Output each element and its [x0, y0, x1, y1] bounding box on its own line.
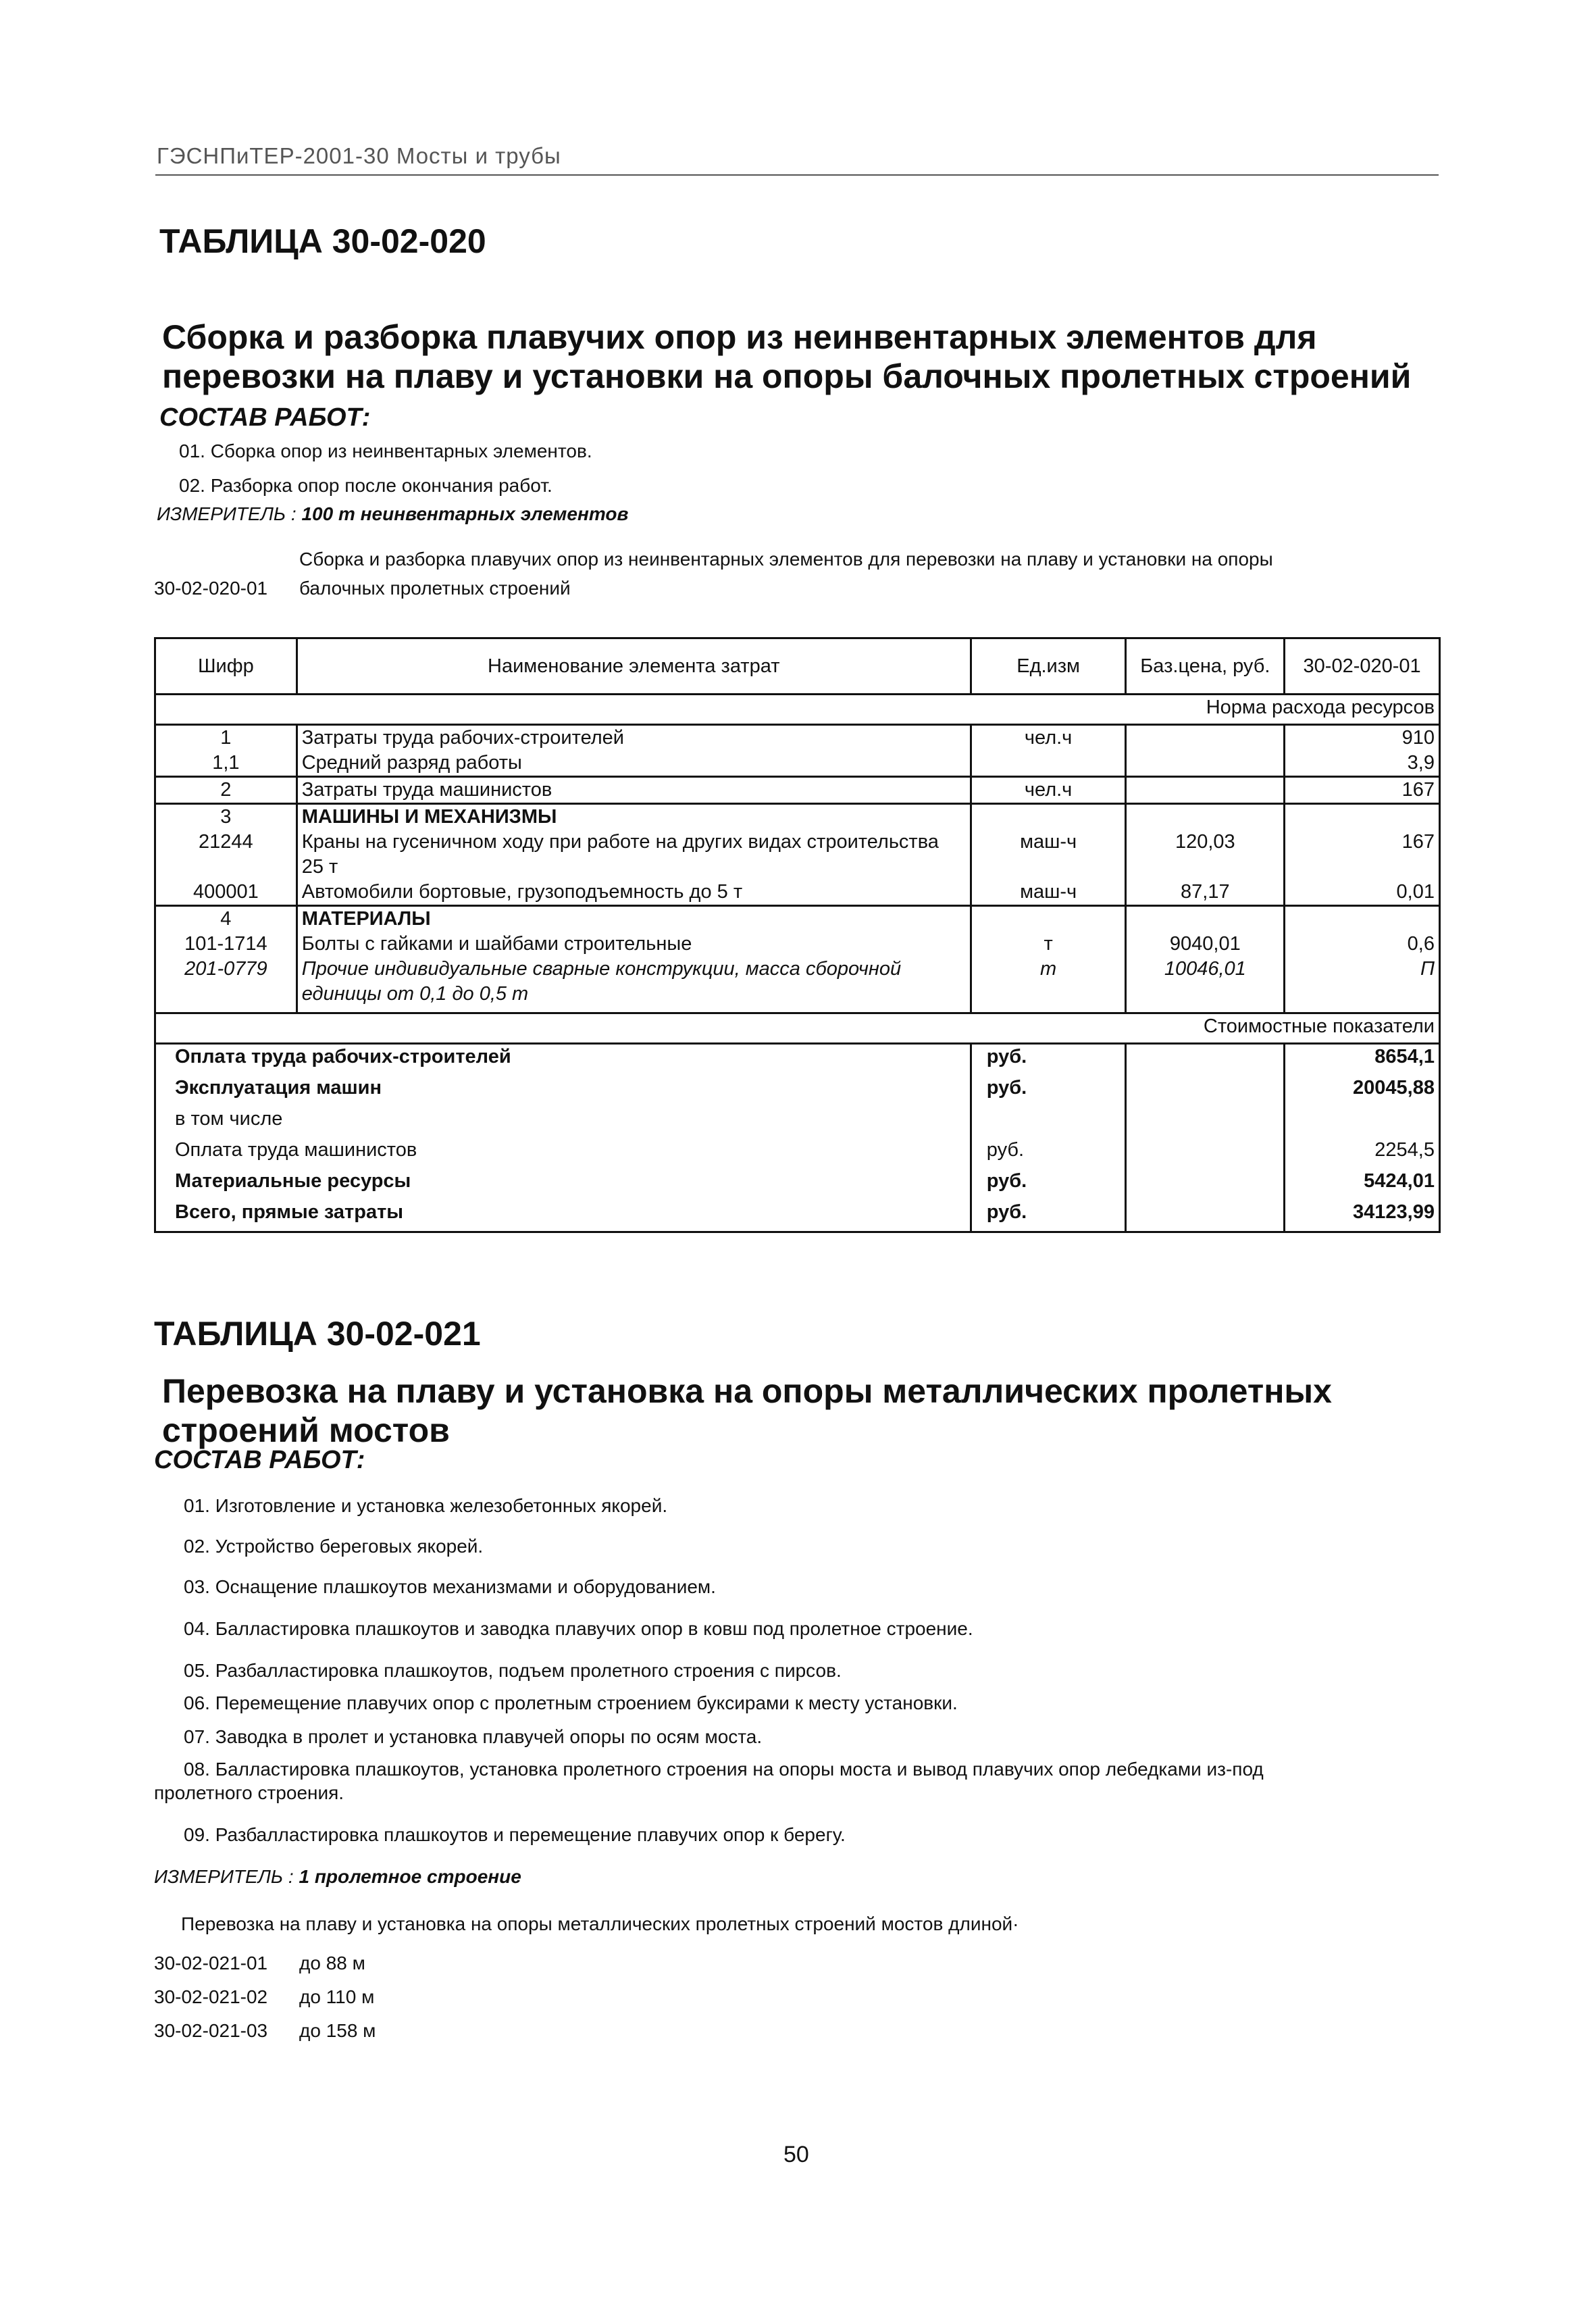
cell-unit: [971, 804, 1126, 830]
cost-name: в том числе: [155, 1107, 971, 1138]
cost-unit: руб.: [971, 1076, 1126, 1107]
table-row: [155, 906, 1440, 932]
cell-value: 167: [1285, 777, 1440, 804]
sostav-label: СОСТАВ РАБОТ:: [159, 403, 371, 432]
cost-unit: руб.: [971, 1138, 1126, 1169]
cell-price: [1126, 751, 1285, 777]
cost-unit: руб.: [971, 1169, 1126, 1200]
work-item: 06. Перемещение плавучих опор с пролетным строением буксирами к месту установки.: [184, 1692, 958, 1713]
meter-label: ИЗМЕРИТЕЛЬ :: [154, 1866, 294, 1887]
cell-value: [1285, 906, 1440, 932]
meter-line: [157, 503, 628, 525]
cell-price: 10046,01: [1126, 957, 1285, 1013]
cell-value: 910: [1285, 725, 1440, 751]
cell-code: 2: [155, 777, 297, 804]
cost-price-empty: [1126, 1044, 1285, 1076]
cell-name: Средний разряд работы: [297, 751, 971, 777]
table-row: [155, 830, 1440, 880]
cell-value: 0,6: [1285, 932, 1440, 957]
table-header-row: [155, 638, 1440, 695]
page-number: 50: [783, 2142, 809, 2167]
cell-name: Автомобили бортовые, грузоподъемность до 5 т: [297, 880, 971, 906]
meter-value: 100 т неинвентарных элементов: [301, 503, 629, 524]
cell-code: 3: [155, 804, 297, 830]
cell-price: [1126, 804, 1285, 830]
intro-line: Перевозка на плаву и установка на опоры металлических пролетных строений мостов длиной·: [181, 1913, 1019, 1934]
column-header: Баз.цена, руб.: [1126, 638, 1285, 695]
cost-label: Стоимостные показатели: [155, 1013, 1440, 1044]
cell-value: [1285, 804, 1440, 830]
cell-name: Затраты труда рабочих-строителей: [297, 725, 971, 751]
cell-unit: т: [971, 932, 1126, 957]
cell-code: 21244: [155, 830, 297, 880]
running-header: ГЭСНПиТЕР-2001-30 Мосты и трубы: [157, 143, 561, 168]
cell-price: [1126, 725, 1285, 751]
work-item: 09. Разбалластировка плашкоутов и перемещение плавучих опор к берегу.: [184, 1824, 846, 1845]
norm-label: Норма расхода ресурсов: [155, 695, 1440, 725]
cost-value: 8654,1: [1285, 1044, 1440, 1076]
list-item: [154, 2020, 376, 2042]
cost-row: [155, 1138, 1440, 1169]
cell-code: 400001: [155, 880, 297, 906]
cell-value: 3,9: [1285, 751, 1440, 777]
cell-value: П: [1285, 957, 1440, 1013]
item-code: 30-02-021-02: [154, 1986, 268, 2007]
table-title: ТАБЛИЦА 30-02-020: [159, 222, 486, 260]
cell-price: 87,17: [1126, 880, 1285, 906]
cell-price: [1126, 777, 1285, 804]
column-header: Шифр: [155, 638, 297, 695]
item-code: 30-02-021-03: [154, 2020, 268, 2041]
cell-name: МАТЕРИАЛЫ: [297, 906, 971, 932]
item-desc: до 88 м: [299, 1953, 365, 1973]
table-row: [155, 751, 1440, 777]
cell-code: 4: [155, 906, 297, 932]
cell-value: 0,01: [1285, 880, 1440, 906]
work-item: 03. Оснащение плашкоутов механизмами и оборудованием.: [184, 1576, 716, 1597]
work-item-cont: пролетного строения.: [154, 1782, 344, 1803]
cell-code: 201-0779: [155, 957, 297, 1013]
cost-price-empty: [1126, 1107, 1285, 1138]
cost-name: Материальные ресурсы: [155, 1169, 971, 1200]
work-item: 01. Сборка опор из неинвентарных элементов.: [179, 441, 592, 461]
item-desc-line1: Сборка и разборка плавучих опор из неинвентарных элементов для перевозки на плаву и установки на опоры: [299, 549, 1273, 570]
cell-code: 101-1714: [155, 932, 297, 957]
work-item: 02. Устройство береговых якорей.: [184, 1536, 484, 1557]
cell-name: Краны на гусеничном ходу при работе на других видах строительства 25 т: [297, 830, 971, 880]
table-row: [155, 957, 1440, 1013]
section-heading: Перевозка на плаву и установка на опоры металлических пролетных строений мостов: [162, 1372, 1332, 1449]
list-item: [154, 1953, 365, 1974]
cell-unit: чел.ч: [971, 725, 1126, 751]
table-row: [155, 725, 1440, 751]
section-heading: Сборка и разборка плавучих опор из неинвентарных элементов для перевозки на плаву и установки на опоры балочных пролетных строений: [162, 318, 1412, 395]
cost-price-empty: [1126, 1076, 1285, 1107]
cost-value: 5424,01: [1285, 1169, 1440, 1200]
cost-price-empty: [1126, 1138, 1285, 1169]
cell-code: 1,1: [155, 751, 297, 777]
cell-unit: маш-ч: [971, 880, 1126, 906]
cost-value: 2254,5: [1285, 1138, 1440, 1169]
work-item: 04. Балластировка плашкоутов и заводка плавучих опор в ковш под пролетное строение.: [184, 1618, 973, 1639]
item-code: 30-02-020-01: [154, 578, 268, 599]
cell-code: 1: [155, 725, 297, 751]
cost-row: [155, 1200, 1440, 1232]
work-item: 07. Заводка в пролет и установка плавучей опоры по осям моста.: [184, 1726, 763, 1747]
cost-table: [154, 637, 1441, 1233]
meter-line: [154, 1866, 521, 1888]
column-header: 30-02-020-01: [1285, 638, 1440, 695]
cost-value: 34123,99: [1285, 1200, 1440, 1232]
cell-unit: [971, 906, 1126, 932]
norm-row: [155, 695, 1440, 725]
cost-label-row: [155, 1013, 1440, 1044]
cost-name: Всего, прямые затраты: [155, 1200, 971, 1232]
table-row: [155, 932, 1440, 957]
table-row: [155, 880, 1440, 906]
column-header: Ед.изм: [971, 638, 1126, 695]
table-title: ТАБЛИЦА 30-02-021: [154, 1315, 481, 1353]
table-row: [155, 777, 1440, 804]
cell-value: 167: [1285, 830, 1440, 880]
cost-unit: [971, 1107, 1126, 1138]
item-desc-line2: балочных пролетных строений: [299, 578, 571, 599]
header-rule: [155, 174, 1439, 176]
cell-name: Болты с гайками и шайбами строительные: [297, 932, 971, 957]
cell-price: 120,03: [1126, 830, 1285, 880]
meter-label: ИЗМЕРИТЕЛЬ :: [157, 503, 297, 524]
cell-unit: т: [971, 957, 1126, 1013]
cell-price: [1126, 906, 1285, 932]
meter-value: 1 пролетное строение: [299, 1866, 521, 1887]
cost-name: Эксплуатация машин: [155, 1076, 971, 1107]
column-header: Наименование элемента затрат: [297, 638, 971, 695]
cost-name: Оплата труда машинистов: [155, 1138, 971, 1169]
cell-price: 9040,01: [1126, 932, 1285, 957]
cost-unit: руб.: [971, 1044, 1126, 1076]
item-desc: до 158 м: [299, 2020, 376, 2041]
cell-name: МАШИНЫ И МЕХАНИЗМЫ: [297, 804, 971, 830]
item-desc: до 110 м: [299, 1986, 375, 2007]
cell-unit: маш-ч: [971, 830, 1126, 880]
cell-name: Прочие индивидуальные сварные конструкции, масса сборочной единицы от 0,1 до 0,5 т: [297, 957, 971, 1013]
table-row: [155, 804, 1440, 830]
work-item: 02. Разборка опор после окончания работ.: [179, 475, 552, 496]
cell-name: Затраты труда машинистов: [297, 777, 971, 804]
cost-row: [155, 1076, 1440, 1107]
cost-value: 20045,88: [1285, 1076, 1440, 1107]
cell-unit: [971, 751, 1126, 777]
cost-price-empty: [1126, 1200, 1285, 1232]
cost-value: [1285, 1107, 1440, 1138]
list-item: [154, 1986, 374, 2008]
work-item: 08. Балластировка плашкоутов, установка пролетного строения на опоры моста и вывод плавучих опор лебедками из-под: [184, 1759, 1264, 1780]
cost-unit: руб.: [971, 1200, 1126, 1232]
work-item: 01. Изготовление и установка железобетонных якорей.: [184, 1495, 668, 1516]
cell-unit: чел.ч: [971, 777, 1126, 804]
cost-row: [155, 1044, 1440, 1076]
cost-price-empty: [1126, 1169, 1285, 1200]
sostav-label: СОСТАВ РАБОТ:: [154, 1446, 365, 1474]
cost-row: [155, 1169, 1440, 1200]
cost-row: [155, 1107, 1440, 1138]
item-code: 30-02-021-01: [154, 1953, 268, 1973]
cost-name: Оплата труда рабочих-строителей: [155, 1044, 971, 1076]
work-item: 05. Разбалластировка плашкоутов, подъем пролетного строения с пирсов.: [184, 1660, 842, 1681]
